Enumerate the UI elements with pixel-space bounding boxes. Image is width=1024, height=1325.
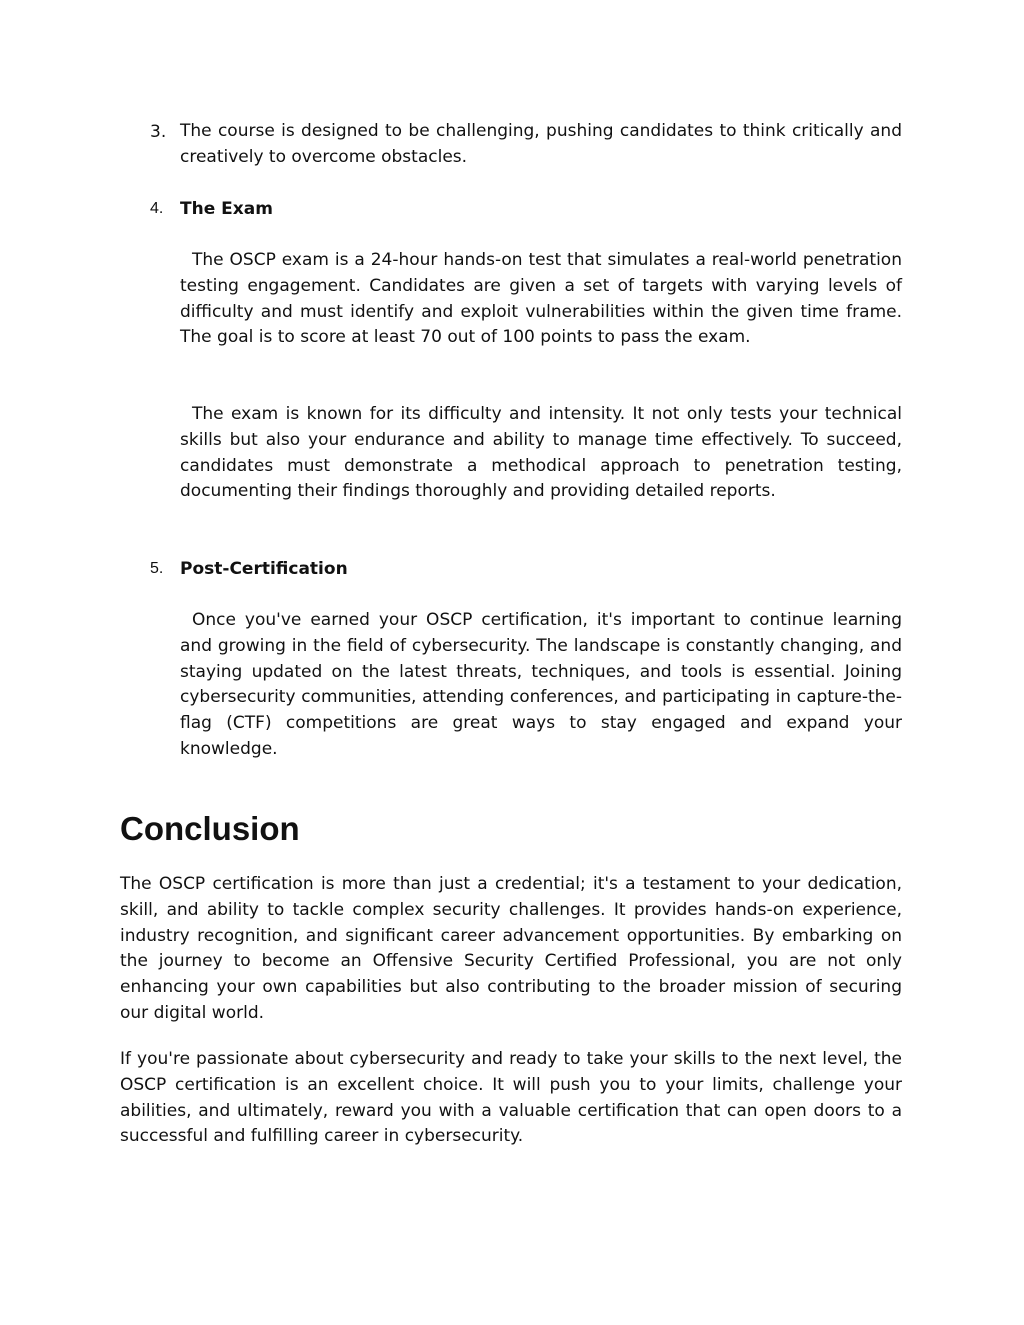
list-number: 5. bbox=[150, 560, 164, 577]
list-item-text: The course is designed to be challenging, pushing candidates to think critically and creatively to overcome obstacles. bbox=[180, 121, 902, 167]
section-heading-post-certification: Post-Certification bbox=[180, 559, 348, 579]
conclusion-paragraph-1: The OSCP certification is more than just a credential; it's a testament to your dedication, skill, and ability to tackle complex security challenges. It provides hands-on experience, industry recognition, and significant career advancement opportunities. By embarking on the journey to become an Offensive Security Certified Professional, you are not only enhancing your own capabilities but also contributing to the broader mission of securing our digital world. bbox=[120, 874, 902, 1023]
exam-paragraph-2: The exam is known for its difficulty and intensity. It not only tests your technical skills but also your endurance and ability to manage time effectively. To succeed, candidates must demonstrate a methodical approach to penetration testing, documenting their findings thoroughly and providing detailed reports. bbox=[180, 404, 902, 502]
exam-paragraph-1: The OSCP exam is a 24-hour hands-on test that simulates a real-world penetration testing engagement. Candidates are given a set of targets with varying levels of difficulty and must identify and exploit vulnerabilities within the given time frame. The goal is to score at least 70 out of 100 points to pass the exam. bbox=[180, 250, 902, 348]
conclusion-paragraph-2: If you're passionate about cybersecurity and ready to take your skills to the next level, the OSCP certification is an excellent choice. It will push you to your limits, challenge your abilities, and ultimately, reward you with a valuable certification that can open doors to a successful and fulfilling career in cybersecurity. bbox=[120, 1049, 902, 1147]
section-heading-the-exam: The Exam bbox=[180, 199, 273, 219]
post-certification-paragraph: Once you've earned your OSCP certification, it's important to continue learning and growing in the field of cybersecurity. The landscape is constantly changing, and staying updated on the latest threats, techniques, and tools is essential. Joining cybersecurity communities, attending conferences, and participating in capture-the-flag (CTF) competitions are great ways to stay engaged and expand your knowledge. bbox=[180, 610, 902, 759]
list-number: 3. bbox=[150, 122, 167, 142]
list-item-4 bbox=[150, 196, 902, 222]
conclusion-heading: Conclusion bbox=[120, 810, 300, 847]
list-item-5 bbox=[150, 556, 902, 582]
list-item-3 bbox=[150, 119, 902, 171]
list-number: 4. bbox=[150, 200, 164, 217]
